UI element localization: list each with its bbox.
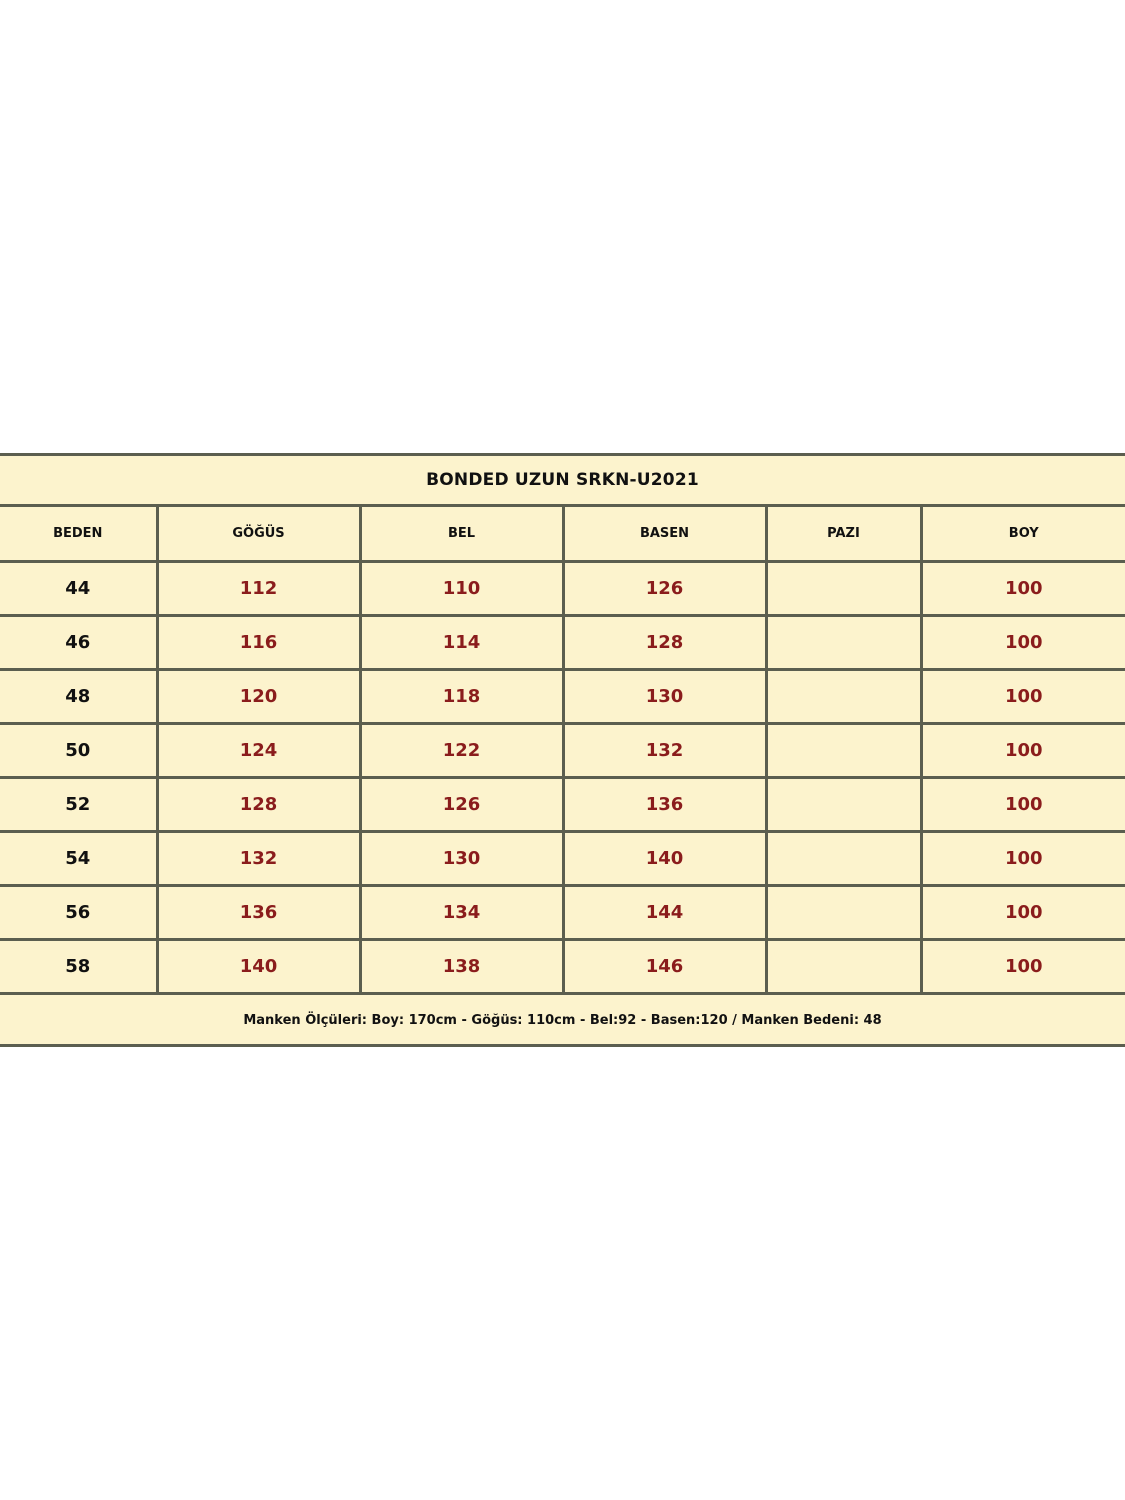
table-row	[0, 777, 1125, 831]
basen-cell: 130	[563, 669, 766, 723]
gogus-cell: 124	[157, 723, 360, 777]
bel-cell: 130	[360, 831, 563, 885]
beden-cell: 52	[0, 777, 157, 831]
boy-cell: 100	[921, 885, 1125, 939]
boy-cell: 100	[921, 615, 1125, 669]
table-row	[0, 831, 1125, 885]
beden-cell: 56	[0, 885, 157, 939]
gogus-cell: 128	[157, 777, 360, 831]
header-boy: BOY	[921, 507, 1125, 561]
pazi-cell	[766, 777, 921, 831]
bel-cell: 110	[360, 561, 563, 615]
table-row	[0, 885, 1125, 939]
beden-cell: 54	[0, 831, 157, 885]
basen-cell: 136	[563, 777, 766, 831]
pazi-cell	[766, 939, 921, 993]
boy-cell: 100	[921, 561, 1125, 615]
basen-cell: 126	[563, 561, 766, 615]
beden-cell: 48	[0, 669, 157, 723]
gogus-cell: 140	[157, 939, 360, 993]
size-chart	[0, 453, 1125, 1047]
beden-cell: 58	[0, 939, 157, 993]
pazi-cell	[766, 561, 921, 615]
table-row	[0, 615, 1125, 669]
bel-cell: 138	[360, 939, 563, 993]
pazi-cell	[766, 723, 921, 777]
bel-cell: 118	[360, 669, 563, 723]
gogus-cell: 120	[157, 669, 360, 723]
pazi-cell	[766, 669, 921, 723]
boy-cell: 100	[921, 669, 1125, 723]
pazi-cell	[766, 885, 921, 939]
header-beden: BEDEN	[0, 507, 157, 561]
bel-cell: 134	[360, 885, 563, 939]
pazi-cell	[766, 615, 921, 669]
beden-cell: 44	[0, 561, 157, 615]
gogus-cell: 132	[157, 831, 360, 885]
model-measurements-note: Manken Ölçüleri: Boy: 170cm - Göğüs: 110cm - Bel:92 - Basen:120 / Manken Bedeni: 48	[243, 1013, 882, 1028]
table-row	[0, 561, 1125, 615]
header-basen: BASEN	[563, 507, 766, 561]
boy-cell: 100	[921, 723, 1125, 777]
gogus-cell: 112	[157, 561, 360, 615]
beden-cell: 50	[0, 723, 157, 777]
basen-cell: 140	[563, 831, 766, 885]
beden-cell: 46	[0, 615, 157, 669]
pazi-cell	[766, 831, 921, 885]
header-pazi: PAZI	[766, 507, 921, 561]
basen-cell: 132	[563, 723, 766, 777]
bel-cell: 114	[360, 615, 563, 669]
table-row	[0, 669, 1125, 723]
boy-cell: 100	[921, 831, 1125, 885]
bel-cell: 126	[360, 777, 563, 831]
basen-cell: 144	[563, 885, 766, 939]
gogus-cell: 136	[157, 885, 360, 939]
header-bel: BEL	[360, 507, 563, 561]
boy-cell: 100	[921, 939, 1125, 993]
table-row	[0, 939, 1125, 993]
size-table	[0, 507, 1125, 995]
basen-cell: 128	[563, 615, 766, 669]
header-gogus: GÖĞÜS	[157, 507, 360, 561]
basen-cell: 146	[563, 939, 766, 993]
chart-title: BONDED UZUN SRKN-U2021	[0, 456, 1125, 507]
boy-cell: 100	[921, 777, 1125, 831]
table-row	[0, 723, 1125, 777]
bel-cell: 122	[360, 723, 563, 777]
gogus-cell: 116	[157, 615, 360, 669]
table-header-row	[0, 507, 1125, 561]
